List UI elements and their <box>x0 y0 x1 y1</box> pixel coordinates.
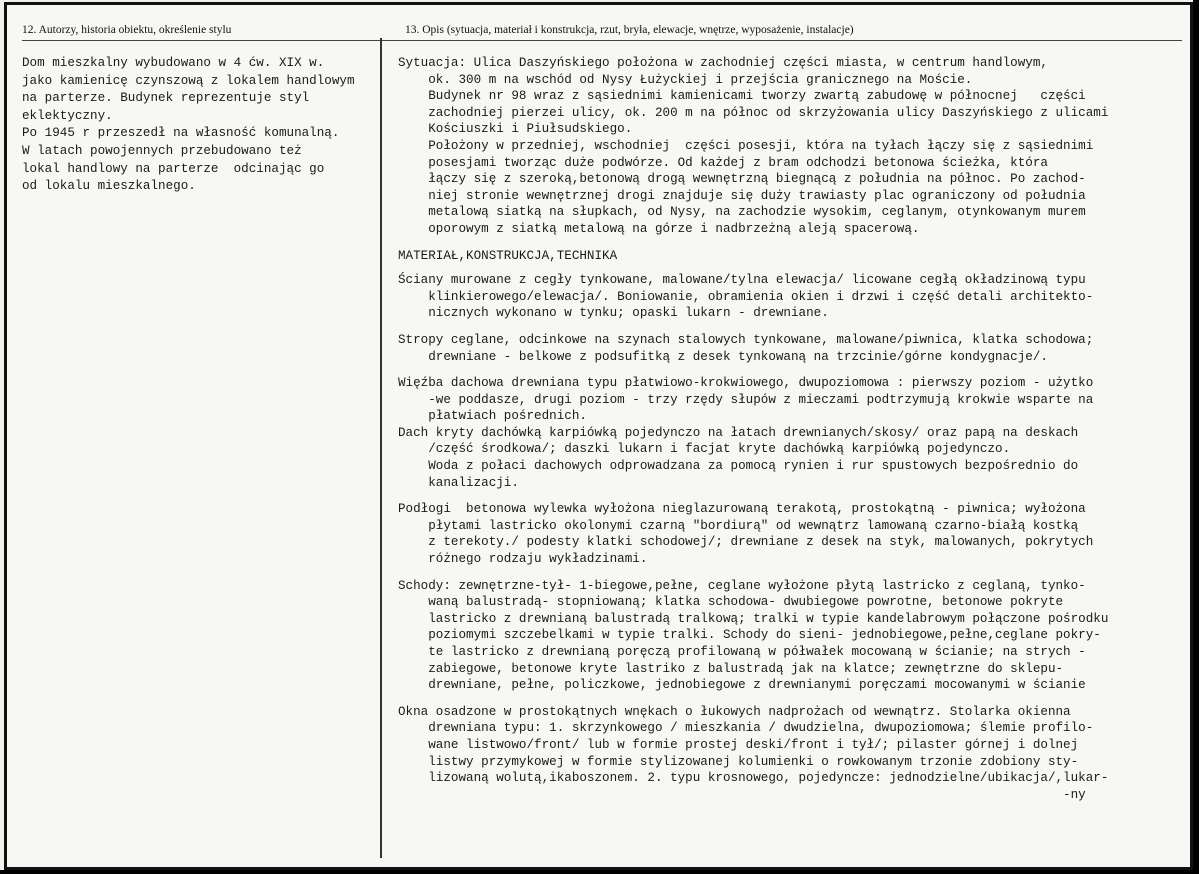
column-divider <box>380 38 382 858</box>
situation-paragraph: Sytuacja: Ulica Daszyńskiego położona w zachodniej części miasta, w centrum handlowym, ok. 300 m na wschód od Nysy Łużyckiej i przejścia granicznego na Moście. Budynek nr 98 wraz z sąsiednimi kamienicami tworzy zwartą zabudowę w północnej części zachodniej pierzei ulicy, ok. 200 m na północ od skrzyżowania ulicy Daszyńskiego z ulicami Kościuszki i Piułsudskiego. Położony w przedniej, wschodniej części posesji, która na tyłach łączy się z sąsiednimi posesjami tworząc duże podwórze. Od każdej z bram odchodzi betonowa ścieżka, która łączy się z szeroką,betonową drogą wewnętrzną biegnącą z południa na północ. Po zachod- niej stronie wewnętrznej drogi znajduje się duży trawiasty plac ograniczony od południa metalową siatką na słupkach, od Nysy, na zachodzie wysokim, ceglanym, otynkowanym murem oporowym z siatką metalową na górze i nadbrzeżną aleją spacerową. <box>398 56 1109 236</box>
description-column <box>398 55 1188 803</box>
floors-paragraph: Podłogi betonowa wylewka wyłożona nieglazurowaną terakotą, prostokątną - piwnica; wyłożona płytami lastricko okolonymi czarną "bordiurą" od wewnątrz lamowaną czarno-białą kostką z terekoty./ podesty klatki schodowej/; drewniane z desek na styk, malowanych, pokrytych różnego rodzaju wykładzinami. <box>398 502 1094 567</box>
ceilings-paragraph: Stropy ceglane, odcinkowe na szynach stalowych tynkowane, malowane/piwnica, klatka schodowa; drewniane - belkowe z podsufitką z desek tynkowaną na trzcinie/górne kondygnacje/. <box>398 332 1094 364</box>
construction-section-title: MATERIAŁ,KONSTRUKCJA,TECHNIKA <box>398 248 618 263</box>
stairs-paragraph: Schody: zewnętrzne-tył- 1-biegowe,pełne, ceglane wyłożone płytą lastricko z ceglaną, tynko- waną balustradą- stopniowaną; klatka schodowa- dwubiegowe powrotne, betonowe pokryte lastricko z drewnianą balustradą tralkową; tralki w typie kandelabrowym połączone pośrodku poziomymi szczebelkami w typie tralki. Schody do sieni- jednobiegowe,pełne,ceglane pokry- te lastricko z drewnianą poręczą profilowaną w półwałek mocowaną w ścianie; na strych - zabiegowe, betonowe kryte lastriko z balustradą jak na klatce; zewnętrzne do sklepu- drewniane, pełne, policzkowe, jednobiegowe z drewnianymi poręczami mocowanymi w ścianie <box>398 578 1109 693</box>
section-12-heading: 12. Autorzy, historia obiektu, określenie stylu <box>22 24 232 36</box>
windows-paragraph: Okna osadzone w prostokątnych wnękach o łukowych nadprożach od wewnątrz. Stolarka okienna drewniana typu: 1. skrzynkowego / mieszkania / dwudzielna, dwupoziomowa; ślemie profilo- wane listwowo/front/ lub w formie prostej deski/front i tył/; pilaster górnej i dolnej listwy przymykowej w formie stylizowanej kolumienki o rowkowanym trzonie zdobiony sty- lizowaną wolutą,ikaboszonem. 2. typu krosnowego, pojedyncze: jednodzielne/ubikacja/,lukar- -ny <box>398 704 1109 802</box>
history-text: Dom mieszkalny wybudowano w 4 ćw. XIX w. jako kamienicę czynszową z lokalem handlowym na parterze. Budynek reprezentuje styl eklektyczny. Po 1945 r przeszedł na własność komunalną. W latach powojennych przebudowano też lokal handlowy na parterze odcinając go od lokalu mieszkalnego. <box>22 56 355 194</box>
roof-paragraph: Więźba dachowa drewniana typu płatwiowo-krokwiowego, dwupoziomowa : pierwszy poziom - użytko -we poddasze, drugi poziom - trzy rzędy słupów z mieczami podtrzymują krokwie wsparte na płatwiach pośrednich. Dach kryty dachówką karpiówką pojedynczo na łatach drewnianych/skosy/ oraz papą na deskach /część środkowa/; daszki lukarn i facjat kryte dachówką karpiówką pojedynczo. Woda z połaci dachowych odprowadzana za pomocą rynien i rur spustowych bezpośrednio do kanalizacji. <box>398 376 1094 490</box>
card-edge-bottom <box>0 870 1199 874</box>
section-13-heading: 13. Opis (sytuacja, materiał i konstrukcja, rzut, bryła, elewacje, wnętrze, wyposażenie, instalacje) <box>405 24 854 36</box>
card-edge-right <box>1193 0 1199 874</box>
walls-paragraph: Ściany murowane z cegły tynkowane, malowane/tylna elewacja/ licowane cegłą okładzinową typu klinkierowego/elewacja/. Boniowanie, obramienia okien i drzwi i część detali architekto- nicznych wykonano w tynku; opaski lukarn - drewniane. <box>398 273 1094 321</box>
header-rule <box>22 40 1182 41</box>
